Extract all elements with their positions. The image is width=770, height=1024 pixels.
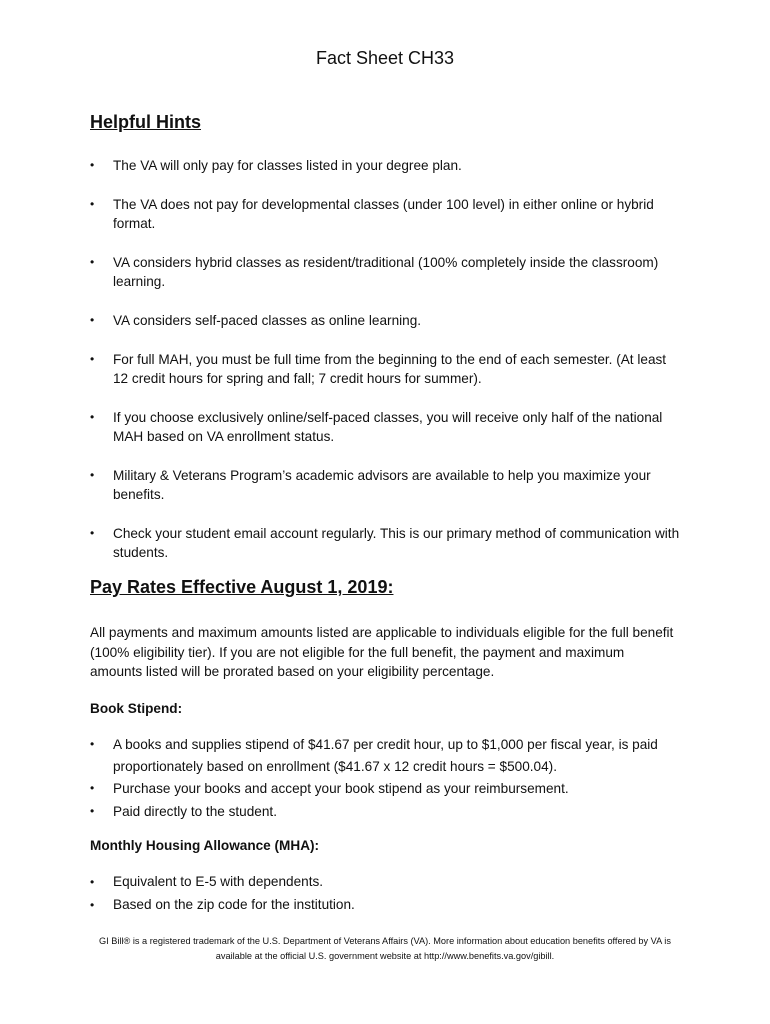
bullet-icon: • [90,158,95,172]
list-item [90,195,680,233]
bullet-icon: • [90,410,95,424]
list-item [90,350,680,388]
bullet-icon: • [90,352,95,366]
bullet-icon: • [90,898,95,912]
hint-text: VA considers self-paced classes as online learning. [113,313,422,328]
mha-list [90,871,680,917]
bullet-icon: • [90,737,95,751]
list-item [90,778,680,800]
bullet-icon: • [90,468,95,482]
hint-text: For full MAH, you must be full time from the beginning to the end of each semester. (At least 12 credit hours for spring and fall; 7 credit hours for summer). [113,352,667,386]
list-item [90,734,680,777]
document-title: Fact Sheet CH33 [315,48,455,68]
book-stipend-text: Purchase your books and accept your book stipend as your reimbursement. [113,781,569,796]
hint-text: Check your student email account regularly. This is our primary method of communication with students. [113,526,680,560]
bullet-icon: • [90,803,95,818]
book-stipend-text: A books and supplies stipend of $41.67 per credit hour, up to $1,000 per fiscal year, is paid proportionately based on enrollment ($41.67 x 12 credit hours = $500.04). [113,737,658,774]
hint-text: VA considers hybrid classes as resident/traditional (100% completely inside the classroom) learning. [113,255,659,289]
book-stipend-list [90,734,680,823]
mha-text: Equivalent to E-5 with dependents. [113,874,324,889]
bullet-icon: • [90,526,95,540]
list-item [90,253,680,291]
helpful-hints-heading: Helpful Hints [90,112,201,132]
hint-text: If you choose exclusively online/self-paced classes, you will receive only half of the national MAH based on VA enrollment status. [113,410,663,444]
bullet-icon: • [90,255,95,269]
list-item [90,466,680,504]
list-item [90,894,680,916]
list-item [90,801,680,823]
hint-text: The VA does not pay for developmental classes (under 100 level) in either online or hybrid format. [113,197,654,231]
footer-note: GI Bill® is a registered trademark of the U.S. Department of Veterans Affairs (VA). More information about education benefits offered by VA is available at the official U.S. government website at http://www.benefits.va.gov/gibill. [99,936,671,961]
helpful-hints-list [90,156,680,582]
book-stipend-text: Paid directly to the student. [113,803,277,819]
list-item [90,408,680,446]
list-item [90,524,680,562]
list-item [90,871,680,893]
pay-rates-heading: Pay Rates Effective August 1, 2019: [90,577,394,597]
list-item [90,311,680,330]
bullet-icon: • [90,875,95,889]
hint-text: The VA will only pay for classes listed in your degree plan. [113,158,462,173]
hint-text: Military & Veterans Program’s academic advisors are available to help you maximize your benefits. [113,468,651,502]
list-item [90,156,680,175]
mha-heading: Monthly Housing Allowance (MHA): [90,838,320,853]
bullet-icon: • [90,197,95,211]
bullet-icon: • [90,781,95,795]
mha-text: Based on the zip code for the institution. [113,897,355,912]
bullet-icon: • [90,313,95,327]
book-stipend-heading: Book Stipend: [90,701,183,716]
pay-rates-intro: All payments and maximum amounts listed are applicable to individuals eligible for the full benefit (100% eligibility tier). If you are not eligible for the full benefit, the payment and maximum amounts listed will be prorated based on your eligibility percentage. [90,625,674,679]
